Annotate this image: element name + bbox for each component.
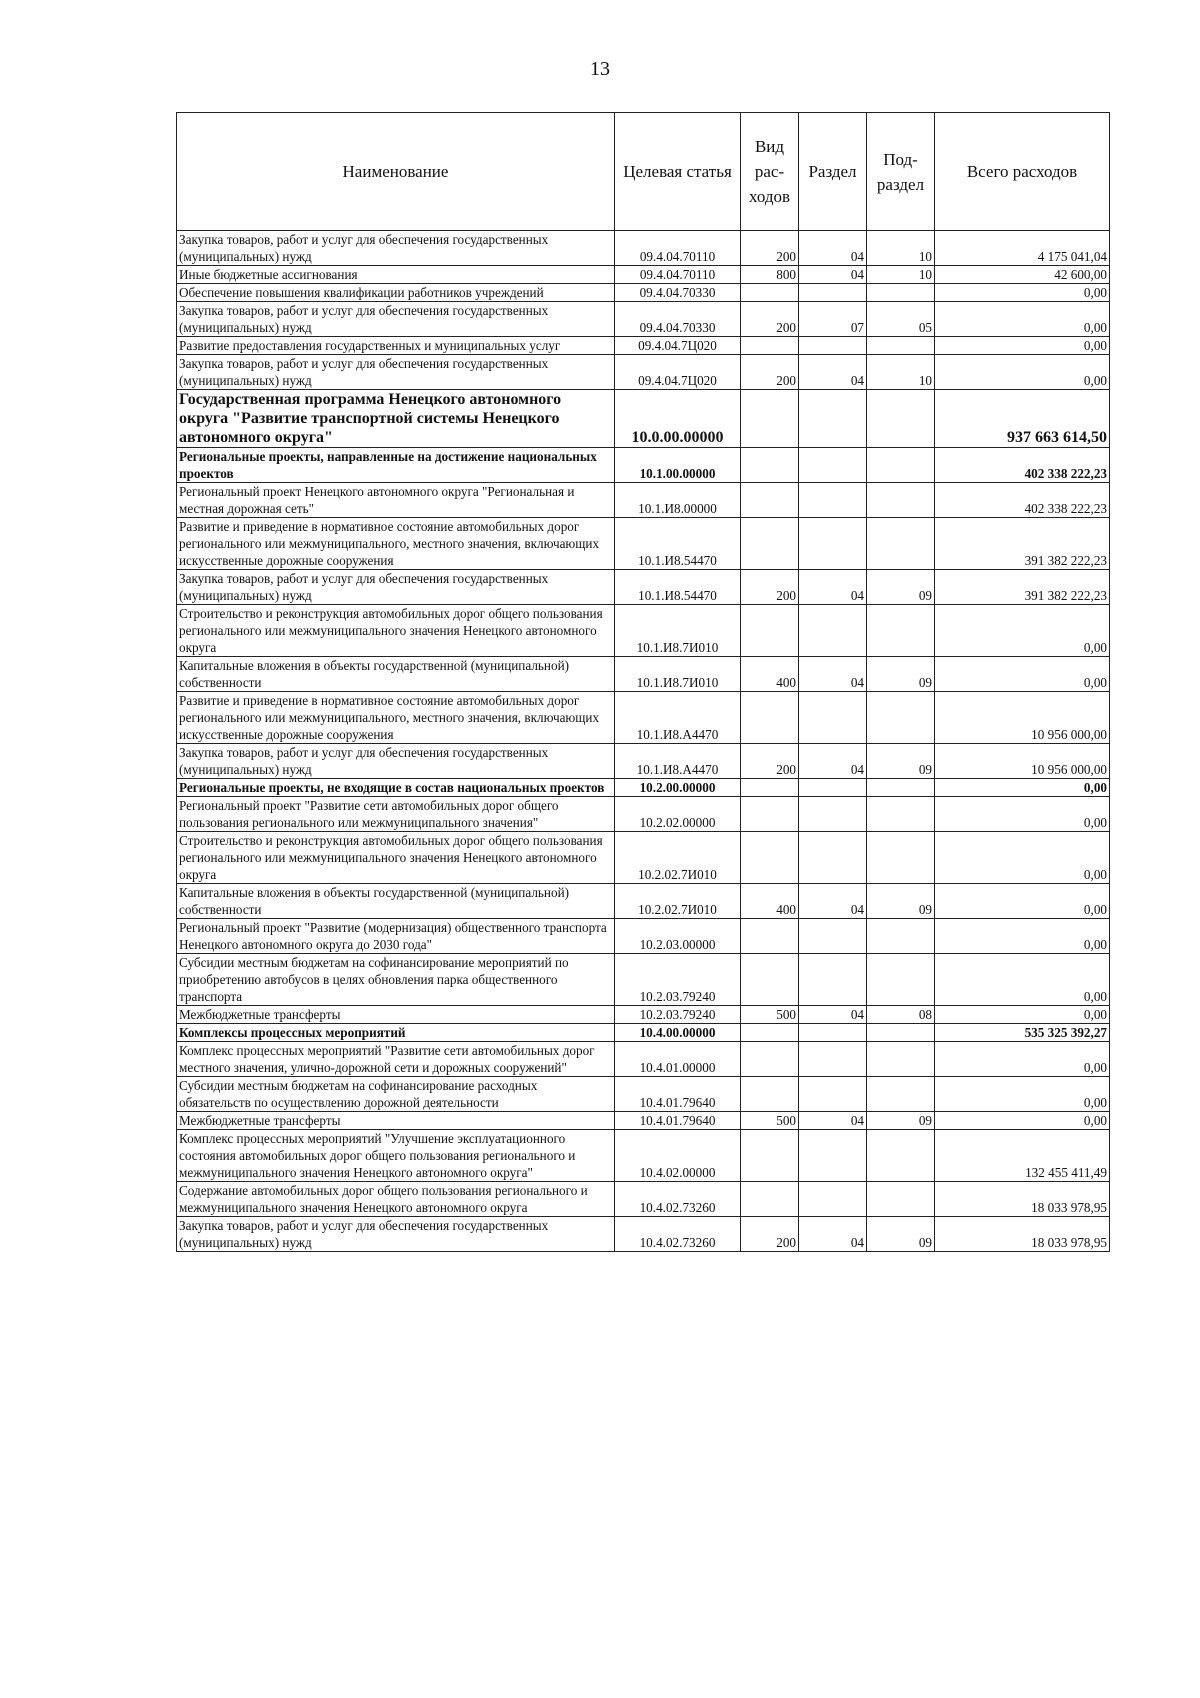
cell-kind [741,692,799,744]
table-row [177,231,1110,266]
table-row [177,832,1110,884]
cell-target: 09.4.04.70110 [615,231,741,266]
cell-subsection [867,1077,935,1112]
cell-kind [741,448,799,483]
table-row [177,884,1110,919]
cell-name: Региональные проекты, направленные на достижение национальных проектов [177,448,615,483]
cell-name: Развитие предоставления государственных и муниципальных услуг [177,337,615,355]
cell-name: Региональные проекты, не входящие в состав национальных проектов [177,779,615,797]
cell-kind: 400 [741,884,799,919]
cell-total: 0,00 [935,337,1110,355]
cell-name: Строительство и реконструкция автомобильных дорог общего пользования регионального или межмуниципального значения Ненецкого автономного округа [177,605,615,657]
cell-subsection [867,284,935,302]
cell-kind: 200 [741,1217,799,1252]
cell-subsection [867,337,935,355]
cell-section: 07 [799,302,867,337]
cell-target: 10.4.00.00000 [615,1024,741,1042]
cell-name: Государственная программа Ненецкого автономного округа "Развитие транспортной системы Ненецкого автономного округа" [177,390,615,448]
cell-subsection [867,1130,935,1182]
table-row [177,390,1110,448]
cell-target: 10.2.02.00000 [615,797,741,832]
table-header-row [177,113,1110,231]
table-row [177,1024,1110,1042]
table-row [177,337,1110,355]
cell-total: 132 455 411,49 [935,1130,1110,1182]
cell-subsection [867,954,935,1006]
cell-name: Строительство и реконструкция автомобильных дорог общего пользования регионального или межмуниципального значения Ненецкого автономного округа [177,832,615,884]
table-row [177,692,1110,744]
cell-total: 10 956 000,00 [935,744,1110,779]
cell-total: 535 325 392,27 [935,1024,1110,1042]
cell-target: 10.2.02.7И010 [615,832,741,884]
cell-section: 04 [799,744,867,779]
table-row [177,657,1110,692]
cell-total: 0,00 [935,1077,1110,1112]
cell-subsection: 09 [867,570,935,605]
cell-target: 10.2.03.79240 [615,1006,741,1024]
cell-section: 04 [799,570,867,605]
cell-subsection [867,448,935,483]
cell-section [799,1182,867,1217]
cell-kind [741,797,799,832]
cell-name: Комплекс процессных мероприятий "Улучшение эксплуатационного состояния автомобильных дорог общего пользования регионального и межмуниципального значения Ненецкого автономного округа" [177,1130,615,1182]
cell-section [799,1077,867,1112]
cell-total: 0,00 [935,779,1110,797]
cell-total: 0,00 [935,1006,1110,1024]
cell-kind: 200 [741,355,799,390]
table-row [177,954,1110,1006]
cell-subsection: 09 [867,884,935,919]
cell-subsection [867,797,935,832]
header-name: Наименование [177,113,615,231]
table-row [177,1182,1110,1217]
cell-kind [741,390,799,448]
cell-target: 10.1.И8.7И010 [615,657,741,692]
cell-target: 10.4.01.79640 [615,1077,741,1112]
cell-section [799,483,867,518]
cell-name: Капитальные вложения в объекты государственной (муниципальной) собственности [177,884,615,919]
cell-kind [741,483,799,518]
table-row [177,605,1110,657]
cell-section [799,919,867,954]
cell-subsection [867,692,935,744]
cell-name: Закупка товаров, работ и услуг для обеспечения государственных (муниципальных) нужд [177,302,615,337]
cell-subsection [867,779,935,797]
cell-target: 10.4.01.79640 [615,1112,741,1130]
table-row [177,1130,1110,1182]
cell-section: 04 [799,355,867,390]
cell-name: Развитие и приведение в нормативное состояние автомобильных дорог регионального или межмуниципального, местного значения, включающих искусственные дорожные сооружения [177,692,615,744]
cell-target: 09.4.04.7Ц020 [615,355,741,390]
cell-target: 10.0.00.00000 [615,390,741,448]
table-row [177,302,1110,337]
header-kind: Вид рас-ходов [741,113,799,231]
cell-name: Закупка товаров, работ и услуг для обеспечения государственных (муниципальных) нужд [177,744,615,779]
cell-total: 0,00 [935,1042,1110,1077]
cell-total: 0,00 [935,1112,1110,1130]
cell-subsection: 09 [867,744,935,779]
cell-name: Региональный проект "Развитие (модернизация) общественного транспорта Ненецкого автономного округа до 2030 года" [177,919,615,954]
table-row [177,779,1110,797]
cell-section [799,605,867,657]
cell-target: 10.2.02.7И010 [615,884,741,919]
cell-target: 10.1.00.00000 [615,448,741,483]
table-row [177,355,1110,390]
cell-total: 42 600,00 [935,266,1110,284]
cell-total: 937 663 614,50 [935,390,1110,448]
cell-section [799,779,867,797]
cell-section [799,1024,867,1042]
cell-name: Закупка товаров, работ и услуг для обеспечения государственных (муниципальных) нужд [177,1217,615,1252]
cell-section [799,832,867,884]
cell-section: 04 [799,657,867,692]
cell-kind: 200 [741,570,799,605]
cell-subsection: 10 [867,266,935,284]
table-row [177,797,1110,832]
cell-subsection: 05 [867,302,935,337]
cell-total: 391 382 222,23 [935,570,1110,605]
cell-target: 10.1.И8.7И010 [615,605,741,657]
table-row [177,570,1110,605]
table-row [177,1217,1110,1252]
cell-target: 10.2.03.00000 [615,919,741,954]
cell-name: Закупка товаров, работ и услуг для обеспечения государственных (муниципальных) нужд [177,355,615,390]
cell-target: 10.1.И8.А4470 [615,692,741,744]
cell-total: 0,00 [935,284,1110,302]
cell-name: Региональный проект Ненецкого автономного округа "Региональная и местная дорожная сеть" [177,483,615,518]
table-row [177,1112,1110,1130]
cell-target: 10.1.И8.А4470 [615,744,741,779]
cell-section: 04 [799,231,867,266]
cell-subsection: 10 [867,355,935,390]
cell-target: 10.1.И8.54470 [615,518,741,570]
cell-kind: 500 [741,1006,799,1024]
cell-kind [741,1077,799,1112]
cell-kind [741,919,799,954]
cell-section: 04 [799,884,867,919]
cell-name: Межбюджетные трансферты [177,1006,615,1024]
cell-kind: 200 [741,302,799,337]
cell-total: 402 338 222,23 [935,483,1110,518]
cell-subsection [867,1182,935,1217]
cell-target: 10.2.00.00000 [615,779,741,797]
cell-total: 0,00 [935,797,1110,832]
cell-target: 09.4.04.70330 [615,284,741,302]
cell-total: 4 175 041,04 [935,231,1110,266]
cell-kind [741,284,799,302]
cell-target: 09.4.04.70110 [615,266,741,284]
cell-kind: 400 [741,657,799,692]
cell-subsection [867,1024,935,1042]
cell-subsection [867,390,935,448]
cell-section [799,797,867,832]
cell-total: 0,00 [935,355,1110,390]
header-target: Целевая статья [615,113,741,231]
cell-subsection: 09 [867,1112,935,1130]
cell-name: Субсидии местным бюджетам на софинансирование расходных обязательств по осуществлению дорожной деятельности [177,1077,615,1112]
cell-subsection: 09 [867,657,935,692]
cell-kind [741,954,799,1006]
cell-subsection [867,483,935,518]
cell-name: Комплексы процессных мероприятий [177,1024,615,1042]
table-row [177,1006,1110,1024]
cell-name: Содержание автомобильных дорог общего пользования регионального и межмуниципального значения Ненецкого автономного округа [177,1182,615,1217]
cell-section [799,1130,867,1182]
cell-section [799,284,867,302]
header-subsection: Под-раздел [867,113,935,231]
cell-kind [741,605,799,657]
cell-total: 0,00 [935,657,1110,692]
cell-total: 18 033 978,95 [935,1217,1110,1252]
cell-target: 09.4.04.70330 [615,302,741,337]
table-row [177,448,1110,483]
cell-section: 04 [799,266,867,284]
cell-kind [741,518,799,570]
cell-total: 402 338 222,23 [935,448,1110,483]
cell-subsection [867,919,935,954]
cell-target: 10.4.02.00000 [615,1130,741,1182]
table-row [177,1077,1110,1112]
table-row [177,518,1110,570]
cell-kind [741,1130,799,1182]
cell-target: 10.1.И8.54470 [615,570,741,605]
cell-kind [741,779,799,797]
cell-subsection [867,605,935,657]
cell-name: Капитальные вложения в объекты государственной (муниципальной) собственности [177,657,615,692]
cell-total: 0,00 [935,919,1110,954]
budget-table [176,112,1110,1252]
cell-name: Закупка товаров, работ и услуг для обеспечения государственных (муниципальных) нужд [177,231,615,266]
cell-name: Субсидии местным бюджетам на софинансирование мероприятий по приобретению автобусов в целях обновления парка общественного транспорта [177,954,615,1006]
cell-kind: 500 [741,1112,799,1130]
cell-subsection [867,832,935,884]
cell-section [799,1042,867,1077]
cell-total: 0,00 [935,832,1110,884]
cell-target: 10.1.И8.00000 [615,483,741,518]
cell-name: Комплекс процессных мероприятий "Развитие сети автомобильных дорог местного значения, улично-дорожной сети и дорожных сооружений" [177,1042,615,1077]
cell-total: 391 382 222,23 [935,518,1110,570]
cell-kind [741,1024,799,1042]
cell-section [799,448,867,483]
cell-section [799,692,867,744]
cell-target: 10.2.03.79240 [615,954,741,1006]
page-number: 13 [590,58,610,80]
cell-total: 0,00 [935,884,1110,919]
cell-section: 04 [799,1112,867,1130]
cell-section [799,390,867,448]
table-row [177,483,1110,518]
cell-subsection [867,518,935,570]
cell-kind [741,832,799,884]
cell-subsection: 09 [867,1217,935,1252]
cell-section [799,337,867,355]
cell-target: 10.4.02.73260 [615,1217,741,1252]
header-total: Всего расходов [935,113,1110,231]
cell-name: Обеспечение повышения квалификации работников учреждений [177,284,615,302]
cell-kind: 200 [741,231,799,266]
cell-kind [741,337,799,355]
cell-name: Закупка товаров, работ и услуг для обеспечения государственных (муниципальных) нужд [177,570,615,605]
table-row [177,744,1110,779]
header-section: Раздел [799,113,867,231]
cell-section [799,518,867,570]
cell-target: 10.4.01.00000 [615,1042,741,1077]
cell-section: 04 [799,1006,867,1024]
cell-kind [741,1182,799,1217]
cell-name: Межбюджетные трансферты [177,1112,615,1130]
table-row [177,284,1110,302]
cell-kind: 800 [741,266,799,284]
table-body [177,231,1110,1252]
cell-section: 04 [799,1217,867,1252]
cell-name: Иные бюджетные ассигнования [177,266,615,284]
cell-total: 0,00 [935,954,1110,1006]
table-row [177,919,1110,954]
cell-kind: 200 [741,744,799,779]
cell-subsection [867,1042,935,1077]
cell-kind [741,1042,799,1077]
cell-total: 0,00 [935,605,1110,657]
cell-total: 0,00 [935,302,1110,337]
cell-total: 18 033 978,95 [935,1182,1110,1217]
cell-name: Региональный проект "Развитие сети автомобильных дорог общего пользования регионального или межмуниципального значения" [177,797,615,832]
cell-subsection: 08 [867,1006,935,1024]
cell-target: 09.4.04.7Ц020 [615,337,741,355]
cell-subsection: 10 [867,231,935,266]
table-row [177,266,1110,284]
cell-name: Развитие и приведение в нормативное состояние автомобильных дорог регионального или межмуниципального, местного значения, включающих искусственные дорожные сооружения [177,518,615,570]
table-row [177,1042,1110,1077]
cell-total: 10 956 000,00 [935,692,1110,744]
cell-target: 10.4.02.73260 [615,1182,741,1217]
cell-section [799,954,867,1006]
